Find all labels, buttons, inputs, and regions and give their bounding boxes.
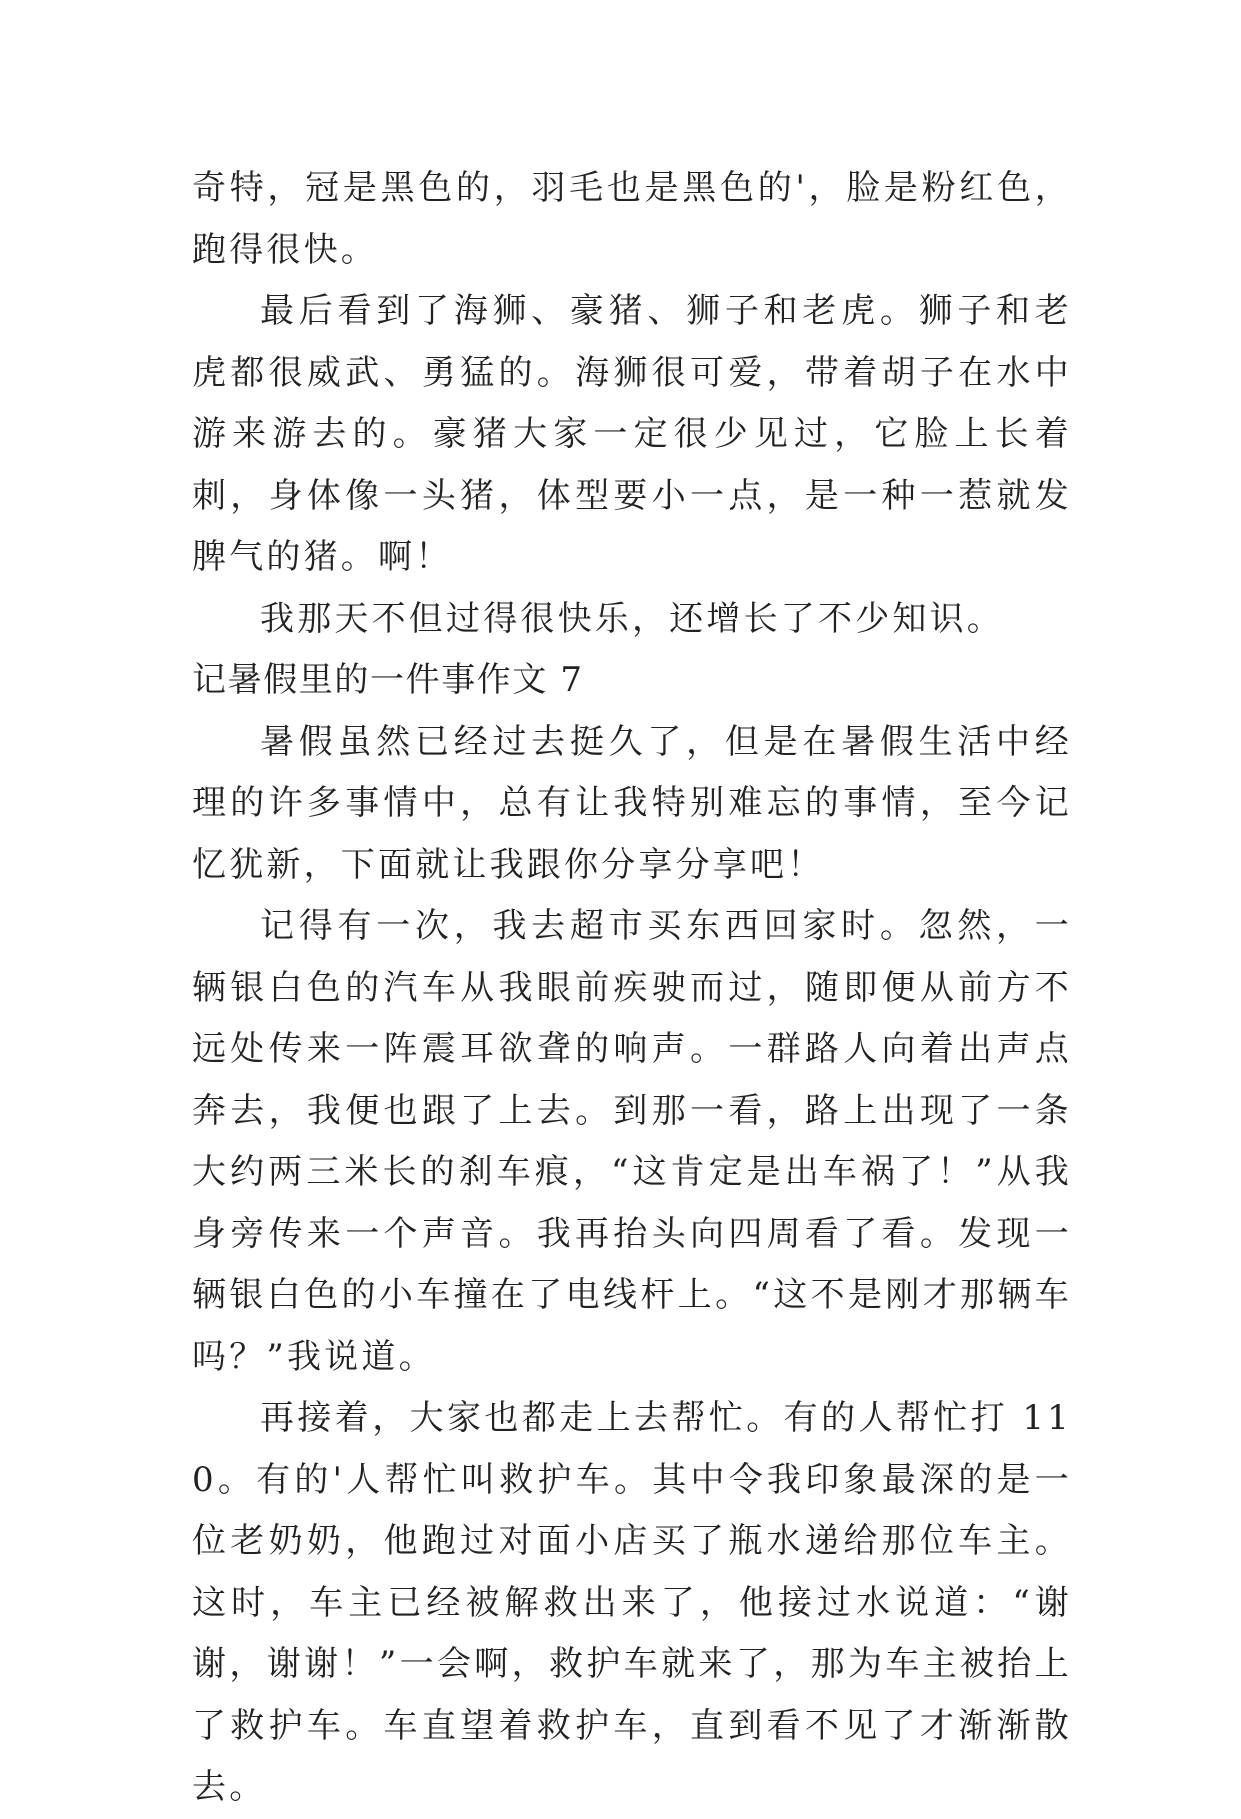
paragraph-accident: 记得有一次，我去超市买东西回家时。忽然，一辆银白色的汽车从我眼前疾驶而过，随即便从前方不远处传来一阵震耳欲聋的响声。一群路人向着出声点奔去，我便也跟了上去。到那一看，路上出现了一条大约两三米长的刹车痕，“这肯定是出车祸了！”从我身旁传来一个声音。我再抬头向四周看了看。发现一辆银白色的小车撞在了电线杆上。“这不是刚才那辆车吗？”我说道。 [192,906,1072,1377]
paragraph-animals: 最后看到了海狮、豪猪、狮子和老虎。狮子和老虎都很威武、勇猛的。海狮很可爱，带着胡子在水中游来游去的。豪猪大家一定很少见过，它脸上长着刺，身体像一头猪，体型要小一点，是一种一惹就发脾气的猪。啊！ [192,291,1072,577]
paragraph-intro: 暑假虽然已经过去挺久了，但是在暑假生活中经理的许多事情中，总有让我特别难忘的事情，至今记忆犹新，下面就让我跟你分享分享吧！ [192,721,1072,885]
document-page [192,158,1072,1819]
section-title: 记暑假里的一件事作文 7 [192,660,584,700]
paragraph-continued: 奇特，冠是黑色的，羽毛也是黑色的'，脸是粉红色，跑得很快。 [192,168,1072,270]
paragraph-help: 再接着，大家也都走上去帮忙。有的人帮忙打 110。有的'人帮忙叫救护车。其中令我印象最深的是一位老奶奶，他跑过对面小店买了瓶水递给那位车主。这时，车主已经被解救出来了，他接过水说道：“谢谢，谢谢！”一会啊，救护车就来了，那为车主被抬上了救护车。车直望着救护车，直到看不见了才渐渐散去。 [192,1398,1072,1807]
paragraph-conclusion: 我那天不但过得很快乐，还增长了不少知识。 [260,598,1004,639]
